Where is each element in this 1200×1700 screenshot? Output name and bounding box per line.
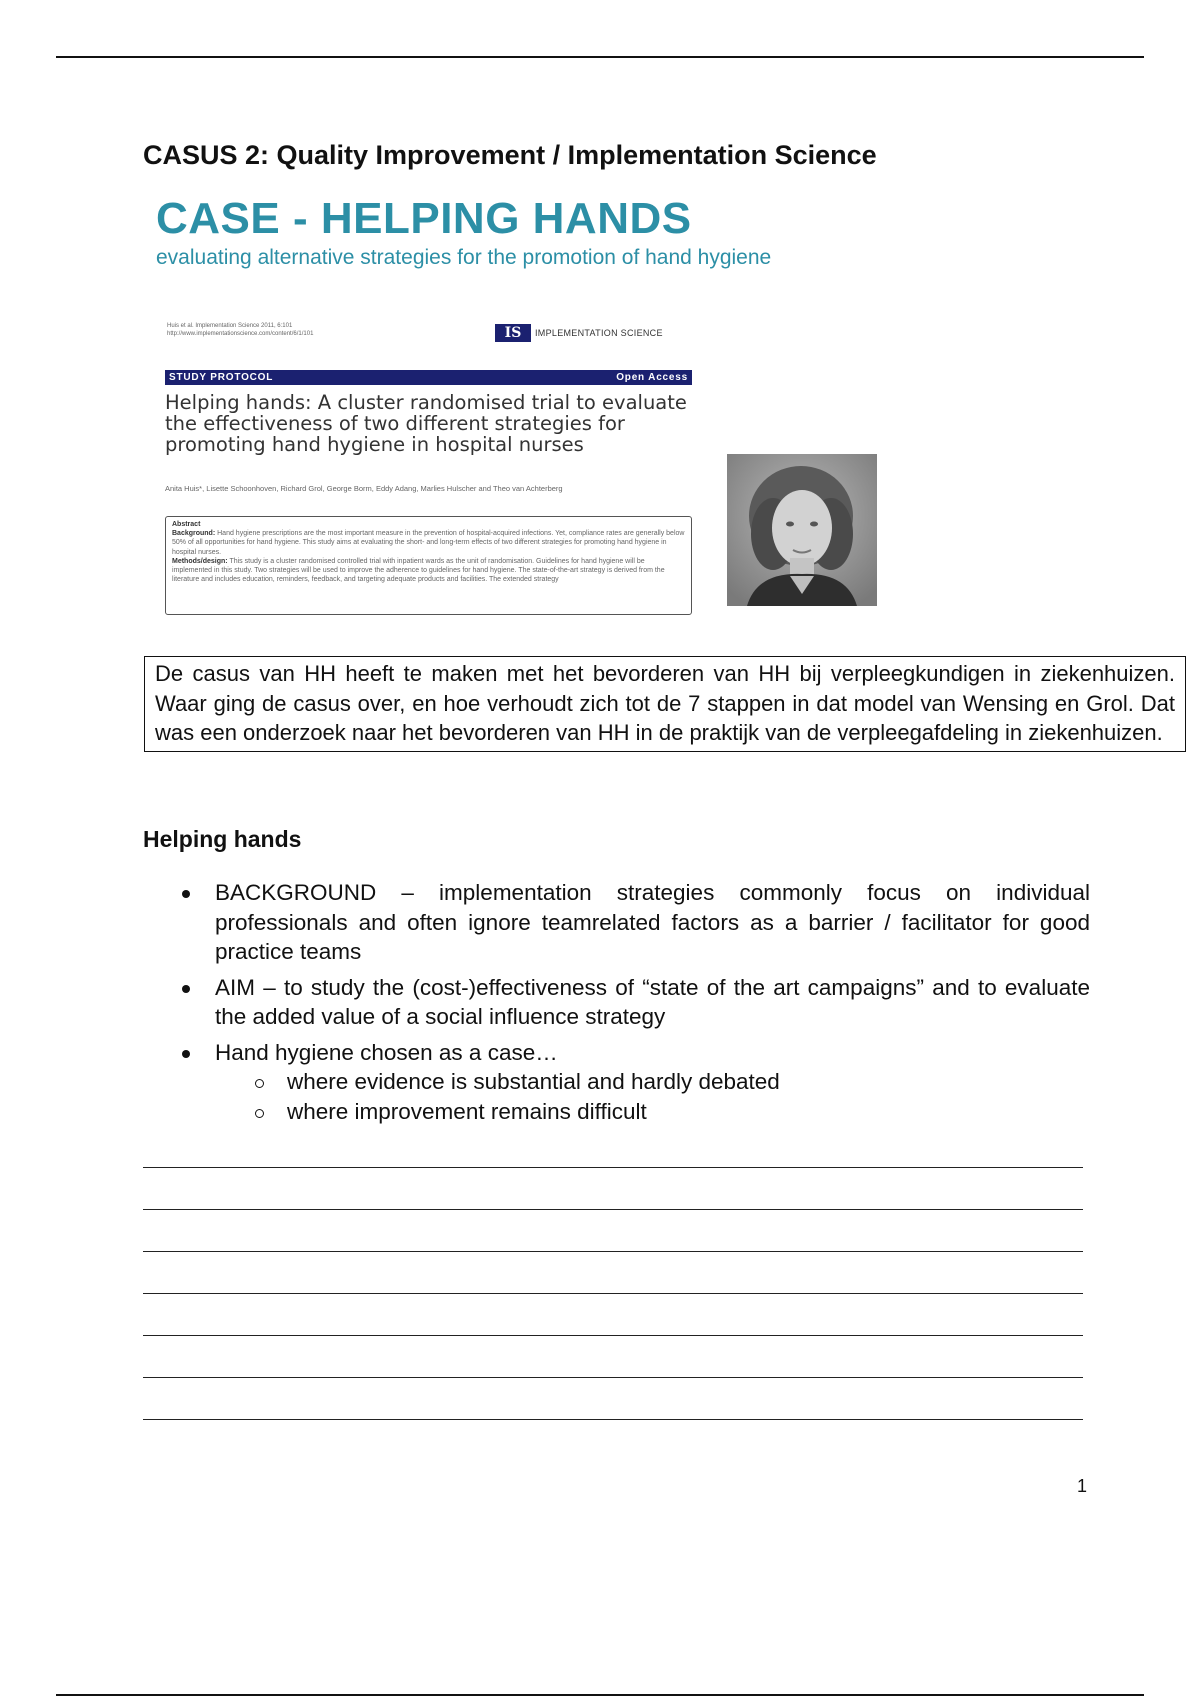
circle-bullet-icon bbox=[255, 1109, 264, 1118]
paper-title: Helping hands: A cluster randomised trial to evaluate the effectiveness of two different strategies for promoting hand hygiene in hospital nurses bbox=[165, 391, 687, 456]
case-description-box: De casus van HH heeft te maken met het bevorderen van HH bij verpleegkundigen in ziekenhuizen. Waar ging de casus over, en hoe verhoudt zich tot de 7 stappen in dat model van Wensing en Grol. Dat was een onderzoek naar het bevorderen van HH in de praktijk van de verpleegafdeling in ziekenhuizen. bbox=[144, 656, 1186, 752]
author-portrait-photo bbox=[727, 454, 877, 606]
page-heading: CASUS 2: Quality Improvement / Implementation Science bbox=[143, 140, 877, 170]
citation-line: Huis et al. Implementation Science 2011, 6:101 bbox=[167, 323, 293, 329]
background-label: Background: bbox=[172, 530, 216, 538]
page-number: 1 bbox=[1077, 1476, 1088, 1496]
journal-logo bbox=[495, 324, 663, 342]
writing-line bbox=[143, 1335, 1083, 1336]
citation-url: http://www.implementationscience.com/content/6/1/101 bbox=[167, 331, 314, 337]
journal-mark: IS bbox=[495, 324, 531, 342]
bullet-text: Hand hygiene chosen as a case… bbox=[215, 1039, 558, 1065]
sub-list-item bbox=[251, 1097, 1090, 1127]
sub-bullet-text: where improvement remains difficult bbox=[287, 1098, 647, 1124]
bullet-icon bbox=[182, 1050, 190, 1058]
protocol-label: STUDY PROTOCOL bbox=[169, 372, 274, 383]
bullet-icon bbox=[182, 985, 190, 993]
writing-line bbox=[143, 1251, 1083, 1252]
sub-list-item bbox=[251, 1067, 1090, 1097]
background-text: Hand hygiene prescriptions are the most important measure in the prevention of hospital-acquired infections. Yet, compliance rates are generally below 50% of all opportunities for hand hygiene. This study aims at evaluating the short- and long-term effects of two different strategies for promoting hand hygiene in hospital nurses. bbox=[172, 530, 685, 556]
journal-name: IMPLEMENTATION SCIENCE bbox=[535, 328, 663, 338]
bottom-rule bbox=[56, 1694, 1144, 1696]
bullet-list bbox=[178, 878, 1090, 1132]
list-item bbox=[178, 973, 1090, 1032]
bullet-text: BACKGROUND – implementation strategies commonly focus on individual professionals and often ignore teamrelated factors as a barrier / facilitator for good practice teams bbox=[215, 880, 1090, 964]
case-banner-figure bbox=[143, 190, 903, 630]
abstract-box bbox=[165, 516, 692, 615]
abstract-heading: Abstract bbox=[172, 521, 201, 528]
bullet-text: AIM – to study the (cost-)effectiveness of “state of the art campaigns” and to evaluate the added value of a social influence strategy bbox=[215, 974, 1090, 1029]
paper-authors: Anita Huis*, Lisette Schoonhoven, Richard Grol, George Borm, Eddy Adang, Marlies Hulscher and Theo van Achterberg bbox=[165, 484, 563, 493]
portrait-image bbox=[727, 454, 877, 606]
list-item bbox=[178, 878, 1090, 967]
writing-line bbox=[143, 1293, 1083, 1294]
paper-citation bbox=[167, 322, 467, 338]
section-title: Helping hands bbox=[143, 826, 302, 852]
sub-bullet-text: where evidence is substantial and hardly debated bbox=[287, 1069, 780, 1094]
circle-bullet-icon bbox=[255, 1079, 264, 1088]
sub-bullet-list bbox=[215, 1067, 1090, 1126]
paper-excerpt bbox=[157, 320, 693, 630]
case-subtitle: evaluating alternative strategies for the promotion of hand hygiene bbox=[156, 246, 772, 269]
writing-line bbox=[143, 1209, 1083, 1210]
writing-line bbox=[143, 1167, 1083, 1168]
study-protocol-bar bbox=[165, 370, 692, 385]
writing-line bbox=[143, 1419, 1083, 1420]
methods-text: This study is a cluster randomised controlled trial with inpatient wards as the unit of randomisation. Guidelines for hand hygiene will be implemented in this study. Two strategies will be used to improve the adherence to guidelines for hand hygiene. The state-of-the-art strategy is derived from the literature and includes education, reminders, feedback, and targeting adequate products and facilities. The extended strategy bbox=[172, 557, 665, 584]
writing-line bbox=[143, 1377, 1083, 1378]
list-item bbox=[178, 1038, 1090, 1127]
methods-label: Methods/design: bbox=[172, 557, 228, 565]
bullet-icon bbox=[182, 890, 190, 898]
top-rule bbox=[56, 56, 1144, 58]
case-title: CASE - HELPING HANDS bbox=[156, 194, 692, 243]
open-access-label: Open Access bbox=[616, 372, 688, 383]
